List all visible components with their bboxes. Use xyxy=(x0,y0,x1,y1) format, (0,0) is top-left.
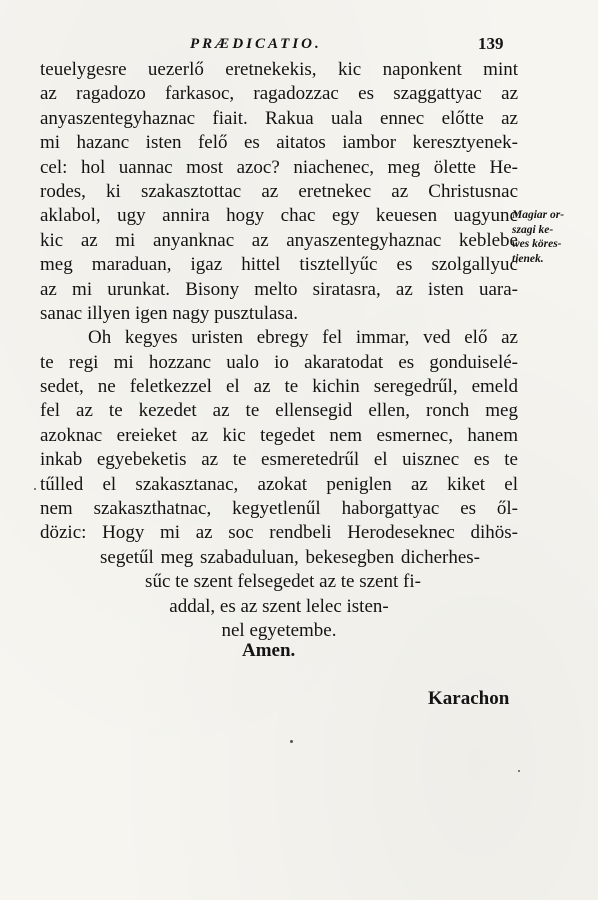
text-line: te regi mi hozzanc ualo io akaratodat es gonduiselé- xyxy=(40,351,518,373)
text-line: dözic: Hogy mi az soc rendbeli Herodeseknec dihös- xyxy=(40,522,518,544)
text-line: Oh kegyes uristen ebregy fel immar, ved elő az xyxy=(88,327,518,349)
page-number: 139 xyxy=(478,34,504,53)
amen-line: Amen. xyxy=(242,640,296,661)
text-line: cel: hol uannac most azoc? niachenec, meg ölette He- xyxy=(40,156,518,178)
marginal-note-line: Magiar or- xyxy=(512,209,565,221)
text-line: nem szakaszthatnac, kegyetlenűl haborgattyac es ől- xyxy=(40,498,518,520)
running-head: PRÆDICATIO. xyxy=(190,36,322,52)
text-line: azoknac ereieket az kic tegedet nem esmernec, hanem xyxy=(40,424,518,446)
text-line: mi hazanc isten felő es aitatos iambor keresztyenek- xyxy=(40,132,518,154)
text-line: nel egyetembe. xyxy=(221,619,337,641)
text-line: inkab egyebeketis az te esmeretedrűl el uisznec es te xyxy=(40,449,518,471)
text-line: anyaszentegyhaznac fiait. Rakua uala ennec előtte az xyxy=(40,107,518,129)
text-line: meg maraduan, igaz hittel tisztellyűc es szolgallyuc xyxy=(40,254,518,276)
text-line: sűc te szent felsegedet az te szent fi- xyxy=(145,571,421,593)
text-line: kic az mi anyanknac az anyaszentegyhaznac keblebe xyxy=(40,229,518,251)
marginal-note-line: wes köres- xyxy=(512,238,562,250)
text-line: segetűl meg szabaduluan, bekesegben dicherhes- xyxy=(100,546,480,568)
text-line: fel az te kezedet az te ellensegid ellen, ronch meg xyxy=(40,400,518,422)
ink-speck xyxy=(518,770,520,772)
sermon-text xyxy=(40,58,518,643)
marginal-note-line: tienek. xyxy=(512,252,544,265)
text-line: teuelygesre uezerlő eretnekekis, kic naponkent mint xyxy=(40,59,518,80)
text-line: aklabol, ugy annira hogy chac egy keuesen uagyunc xyxy=(40,205,518,227)
text-line: tűlled el szakasztanac, azokat peniglen az kiket el xyxy=(40,473,518,495)
text-line: sedet, ne feletkezzel el az te kichin seregedrűl, emeld xyxy=(40,376,518,398)
marginal-note xyxy=(512,208,596,266)
text-line: az ragadozo farkasoc, ragadozzac es szaggattyac az xyxy=(40,83,518,105)
text-line: sanac illyen igen nagy pusztulasa. xyxy=(40,302,299,324)
catchword: Karachon xyxy=(428,688,510,709)
ink-speck xyxy=(290,740,293,743)
text-line: addal, es az szent lelec isten- xyxy=(169,595,389,617)
text-line: rodes, ki szakasztottac az eretnekec az Christusnac xyxy=(40,180,518,202)
text-line: az mi urunkat. Bisony melto siratasra, az isten uara- xyxy=(40,278,518,300)
marginal-note-line: szagi ke- xyxy=(512,223,554,236)
ink-speck xyxy=(34,488,36,490)
